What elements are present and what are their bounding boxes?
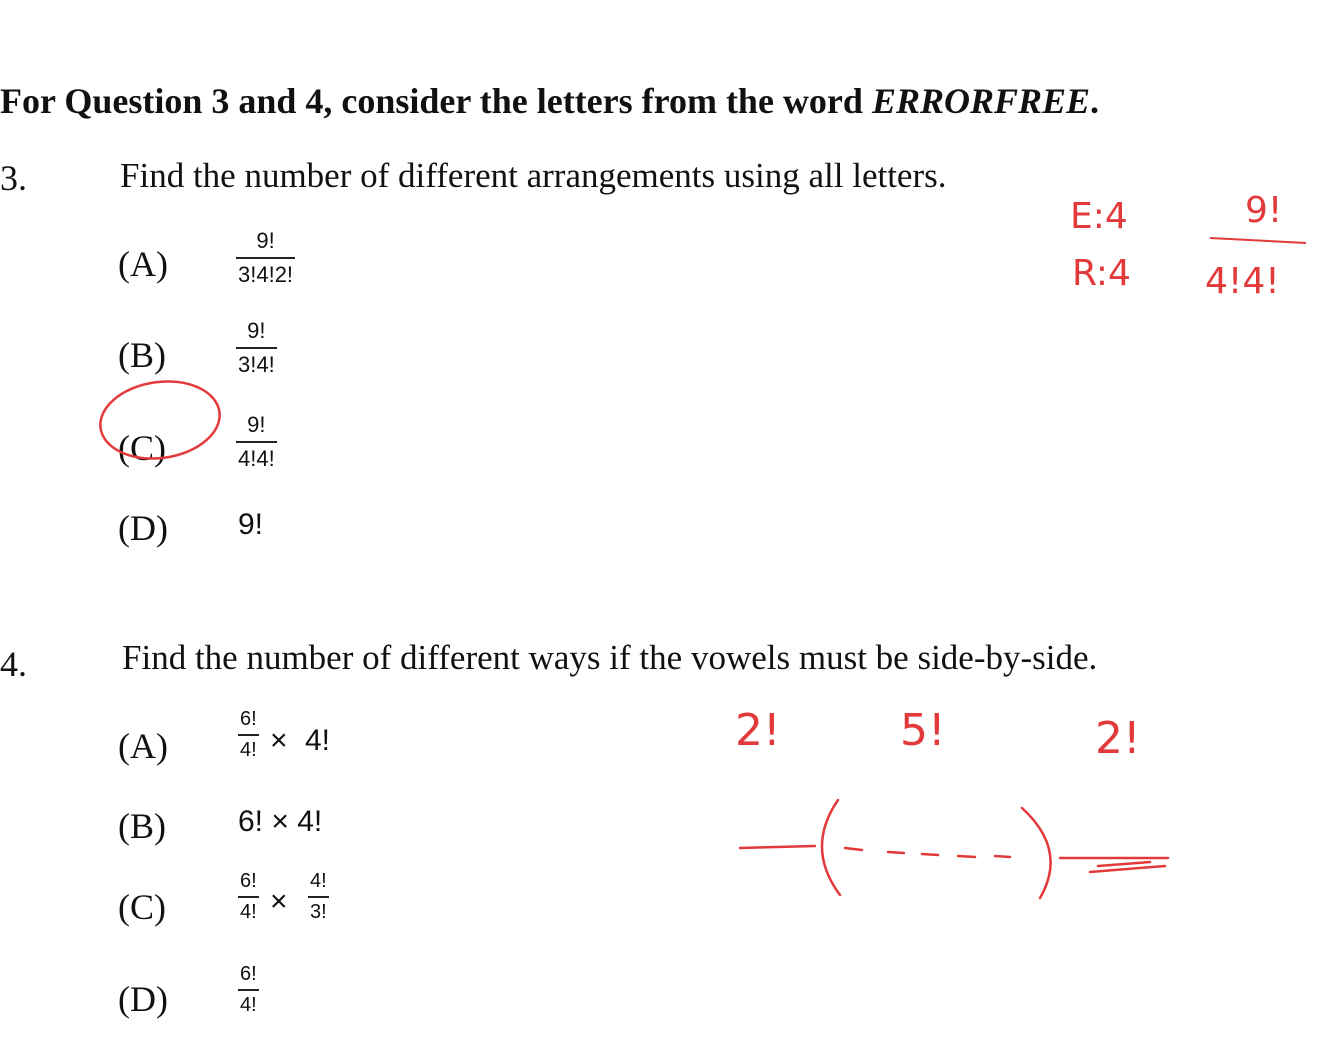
working-fraction-bar — [1210, 238, 1306, 243]
q4-option-d-label[interactable]: (D) — [118, 979, 168, 1019]
working-note-c: 2! — [1095, 713, 1141, 764]
q4-option-b-label[interactable]: (B) — [118, 806, 166, 846]
q3-option-c-fraction — [236, 412, 277, 472]
fraction-denominator: 4! — [240, 901, 257, 923]
q3-option-b-fraction — [236, 318, 277, 378]
question-4-text: Find the number of different ways if the vowels must be side-by-side. — [122, 638, 1098, 677]
q4-option-a-rest: 4! — [305, 724, 331, 757]
fraction-denominator: 3!4! — [238, 352, 275, 377]
e-count-note: E:4 — [1070, 196, 1128, 237]
fraction-numerator: 9! — [247, 412, 266, 437]
q3-option-a-label[interactable]: (A) — [118, 244, 168, 284]
fraction-numerator: 4! — [310, 870, 327, 892]
q4-option-c-fraction — [238, 870, 259, 924]
working-fraction-numerator: 9! — [1245, 190, 1283, 231]
fraction-numerator: 9! — [247, 318, 266, 343]
q4-option-a-times: × — [270, 724, 288, 757]
q4-option-a-label[interactable]: (A) — [118, 726, 168, 766]
fraction-denominator: 4! — [240, 994, 257, 1016]
q3-option-d-value: 9! — [238, 508, 264, 541]
fraction-denominator: 4!4! — [238, 446, 275, 471]
r-count-note: R:4 — [1072, 253, 1131, 294]
fraction-numerator: 6! — [240, 708, 257, 730]
q4-option-c-fraction-2 — [308, 870, 329, 924]
fraction-denominator: 4! — [240, 739, 257, 761]
fraction-denominator: 3! — [310, 901, 327, 923]
vowel-block-sketch — [740, 800, 1168, 898]
question-3-text: Find the number of different arrangements using all letters. — [120, 156, 947, 195]
fraction-numerator: 6! — [240, 963, 257, 985]
working-note-b: 5! — [900, 705, 946, 756]
q3-option-d-label[interactable]: (D) — [118, 508, 168, 548]
working-fraction-denominator: 4!4! — [1205, 261, 1280, 302]
question-4-number: 4. — [0, 644, 27, 684]
q3-option-c-label[interactable]: (C) — [118, 428, 166, 468]
q4-option-a-fraction — [238, 708, 259, 762]
fraction-denominator: 3!4!2! — [238, 262, 294, 287]
q4-option-b-value: 6! × 4! — [238, 805, 323, 838]
heading-prefix: For Question 3 and 4, consider the letters from the word — [0, 81, 872, 121]
question-3-number: 3. — [0, 158, 27, 198]
q4-option-d-fraction — [238, 963, 259, 1017]
instruction-heading — [0, 80, 1099, 122]
fraction-numerator: 6! — [240, 870, 257, 892]
q3-option-b-label[interactable]: (B) — [118, 335, 166, 375]
fraction-numerator: 9! — [256, 228, 275, 253]
q3-option-a-fraction — [236, 228, 295, 288]
heading-suffix: . — [1090, 81, 1100, 121]
heading-word: ERRORFREE — [871, 81, 1091, 121]
q4-option-c-times: × — [270, 885, 288, 918]
q4-option-c-label[interactable]: (C) — [118, 887, 166, 927]
working-note-a: 2! — [735, 705, 781, 756]
